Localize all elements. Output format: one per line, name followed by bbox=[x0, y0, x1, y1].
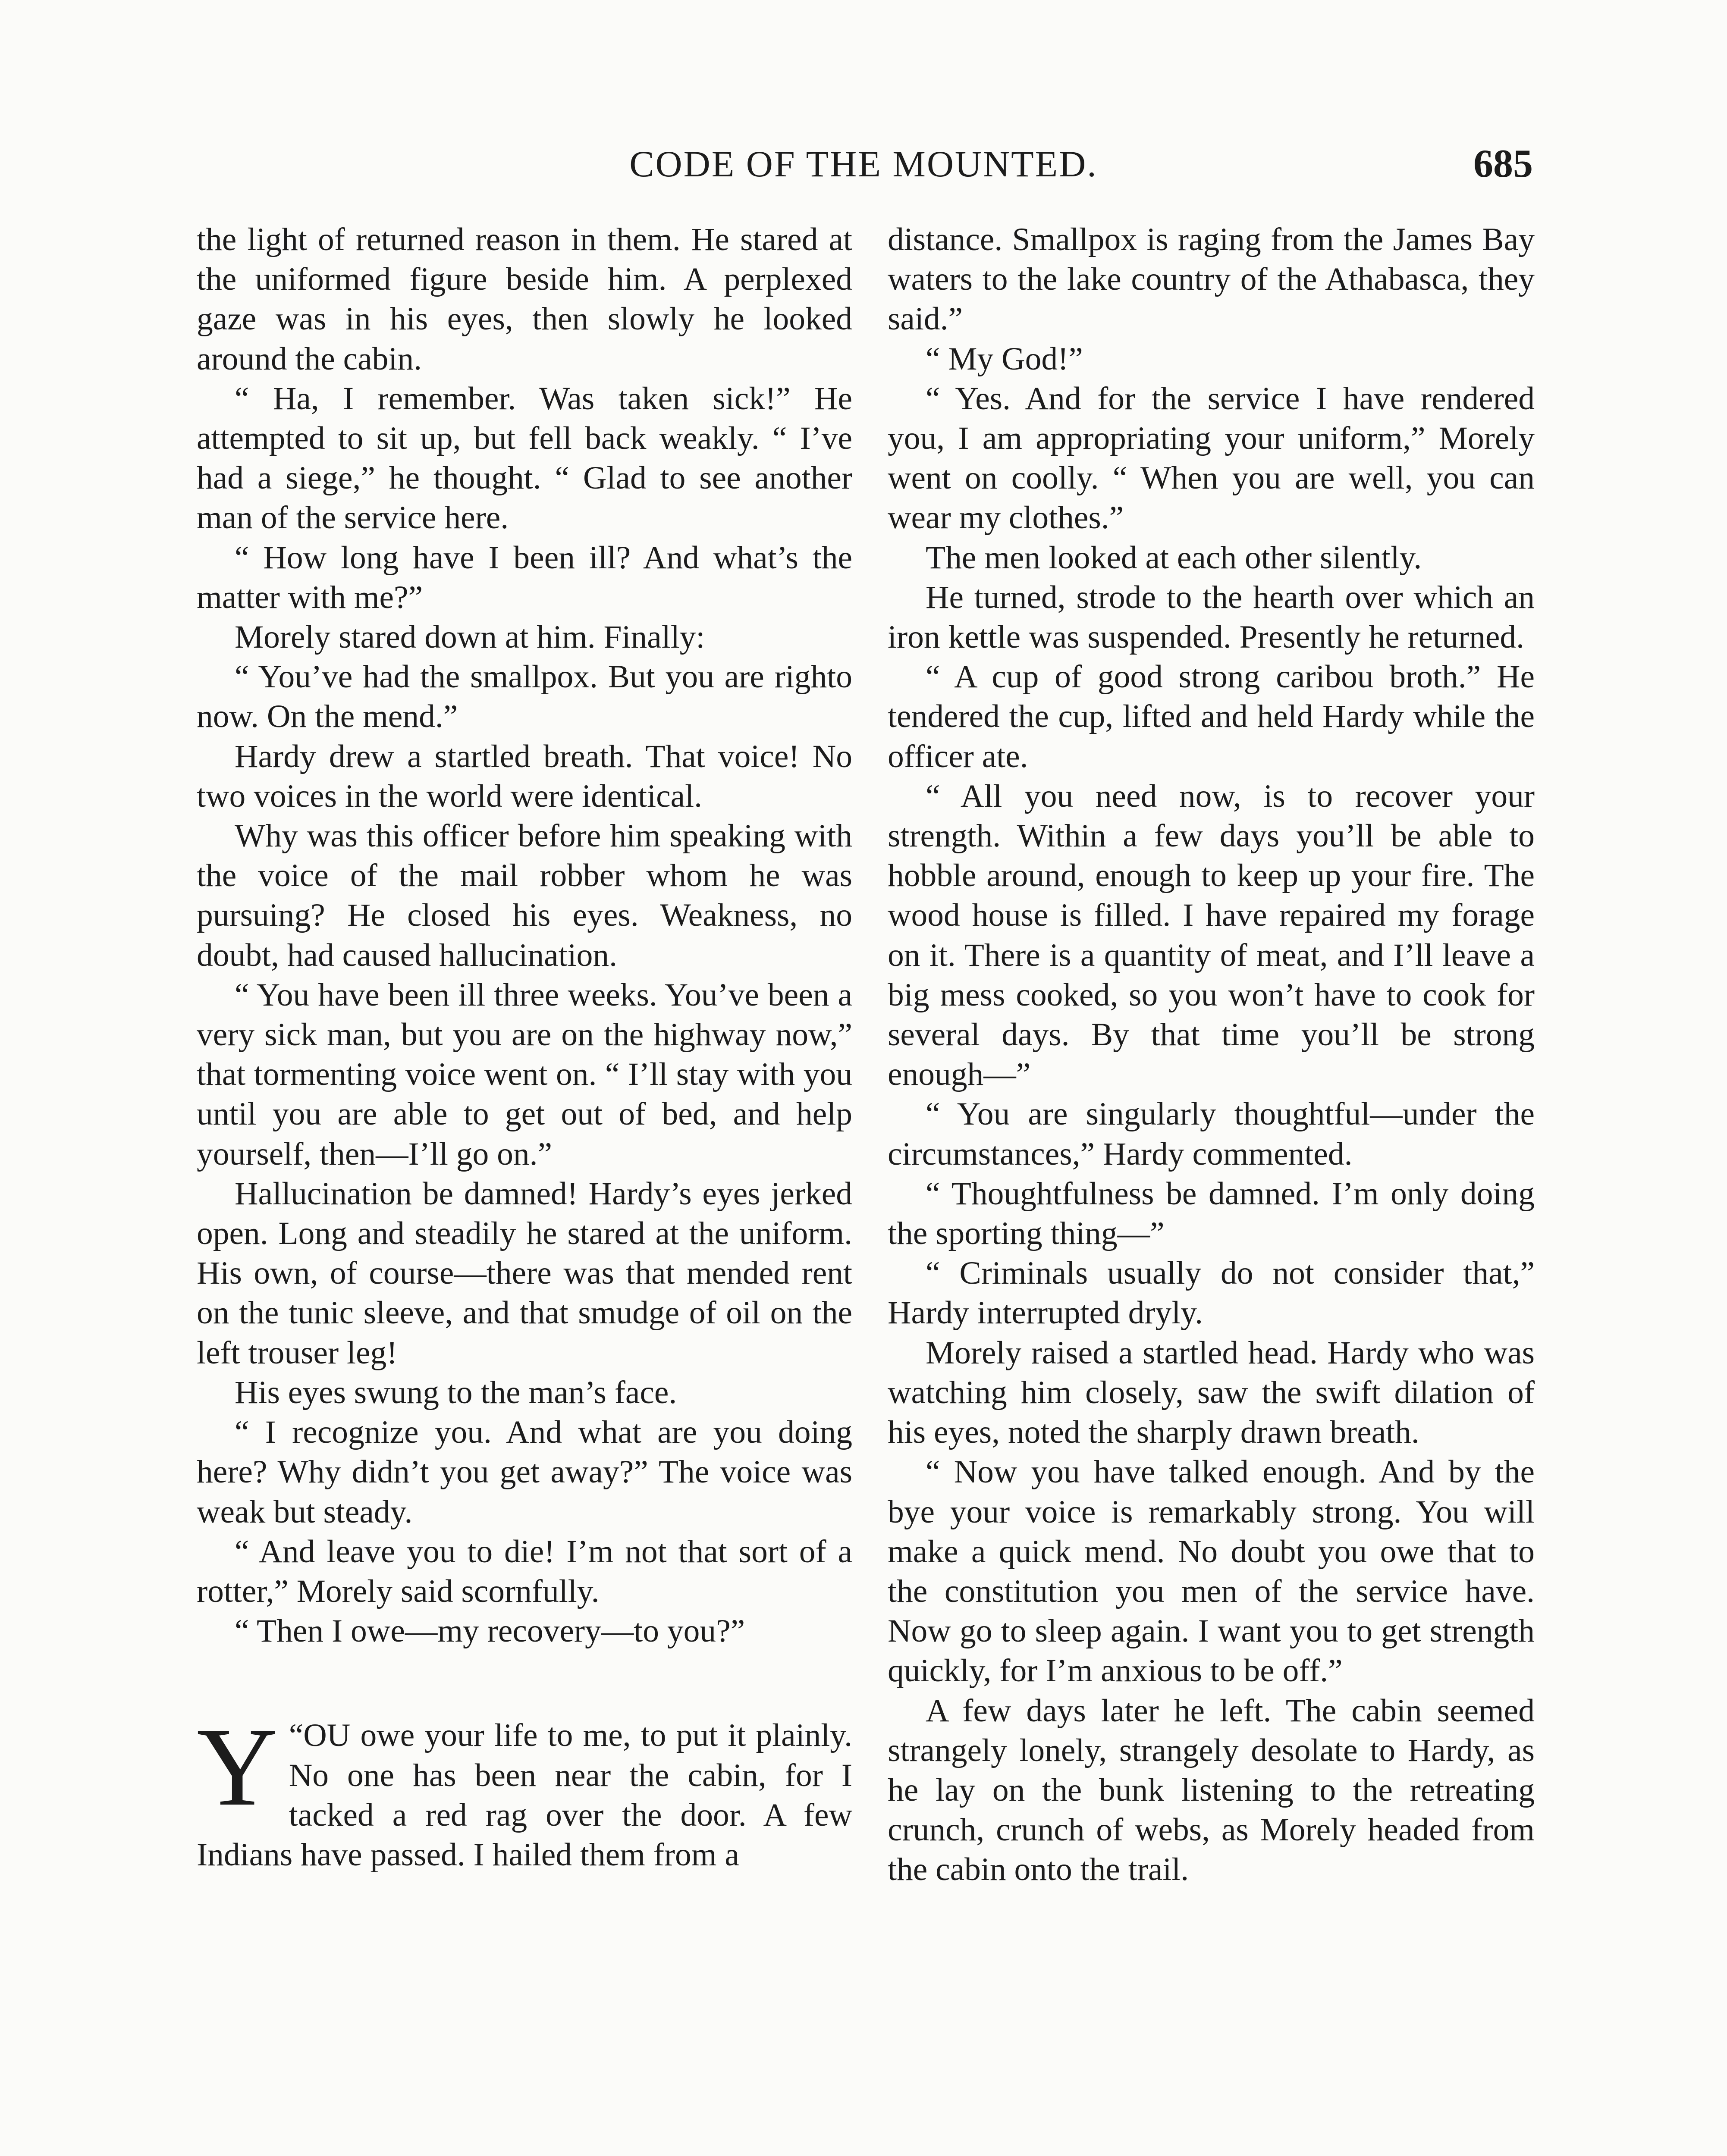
paragraph: “ I recognize you. And what are you doing here? Why didn’t you get away?” The voice was weak but steady. bbox=[197, 1414, 852, 1530]
page-header bbox=[0, 142, 1727, 203]
paragraph: Morely stared down at him. Finally: bbox=[235, 619, 705, 655]
paragraph: “ All you need now, is to recover your strength. Within a few days you’ll be able to hobble around, enough to keep up your fire. The wood house is filled. I have repaired my forage on it. There is a quantity of meat, and I’ll leave a big mess cooked, so you won’t have to cook for several days. By that time you’ll be strong enough—” bbox=[888, 778, 1535, 1093]
paragraph: Hardy drew a startled breath. That voice! No two voices in the world were identical. bbox=[197, 738, 852, 814]
paragraph: He turned, strode to the hearth over which an iron kettle was suspended. Presently he returned. bbox=[888, 579, 1535, 655]
paragraph: “ You’ve had the smallpox. But you are righto now. On the mend.” bbox=[197, 659, 852, 735]
paragraph: “ Criminals usually do not consider that,” Hardy interrupted dryly. bbox=[888, 1255, 1535, 1331]
paragraph: His eyes swung to the man’s face. bbox=[235, 1374, 677, 1410]
dropcap-paragraph bbox=[197, 1705, 852, 1875]
paragraph: “ Now you have talked enough. And by the bye your voice is remarkably strong. You will make a quick mend. No doubt you owe that to the constitution you men of the service have. Now go to sleep again. I want you to get strength quickly, for I’m anxious to be off.” bbox=[888, 1454, 1535, 1689]
paragraph: The men looked at each other silently. bbox=[926, 539, 1422, 576]
paragraph: “ Thoughtfulness be damned. I’m only doing the sporting thing—” bbox=[888, 1175, 1535, 1252]
paragraph: distance. Smallpox is raging from the James Bay waters to the lake country of the Athabasca, they said.” bbox=[888, 222, 1535, 337]
paragraph: “ And leave you to die! I’m not that sort of a rotter,” Morely said scornfully. bbox=[197, 1533, 852, 1609]
paragraph: Morely raised a startled head. Hardy who was watching him closely, saw the swift dilation of his eyes, noted the sharply drawn breath. bbox=[888, 1335, 1535, 1451]
paragraph: A few days later he left. The cabin seemed strangely lonely, strangely desolate to Hardy, as he lay on the bunk listening to the retreating crunch, crunch of webs, as Morely headed from the cabin onto the trail. bbox=[888, 1692, 1535, 1888]
paragraph: Why was this officer before him speaking with the voice of the mail robber whom he was pursuing? He closed his eyes. Weakness, no doubt, had caused hallucination. bbox=[197, 818, 852, 973]
paragraph: “ Then I owe—my recovery—to you?” bbox=[235, 1613, 745, 1649]
running-title: CODE OF THE MOUNTED. bbox=[629, 143, 1098, 185]
opening-quote: “ bbox=[289, 1717, 304, 1754]
paragraph: “ Yes. And for the service I have rendered you, I am appropriating your uniform,” Morely went on coolly. “ When you are well, you can wear my clothes.” bbox=[888, 380, 1535, 536]
section-break bbox=[197, 1651, 852, 1716]
paragraph: Hallucination be damned! Hardy’s eyes jerked open. Long and steadily he stared at the uniform. His own, of course—there was that mended rent on the tunic sleeve, and that smudge of oil on the left trouser leg! bbox=[197, 1175, 852, 1371]
right-column bbox=[888, 220, 1535, 1890]
paragraph: “ A cup of good strong caribou broth.” He tendered the cup, lifted and held Hardy while the officer ate. bbox=[888, 659, 1535, 774]
paragraph: “ Ha, I remember. Was taken sick!” He attempted to sit up, but fell back weakly. “ I’ve had a siege,” he thought. “ Glad to see another man of the service here. bbox=[197, 380, 852, 536]
drop-cap-letter: Y bbox=[197, 1705, 278, 1830]
paragraph: “ You are singularly thoughtful—under the circumstances,” Hardy commented. bbox=[888, 1096, 1535, 1172]
paragraph: “ My God!” bbox=[926, 341, 1083, 377]
dropcap-paragraph-text: OU owe your life to me, to put it plainly. No one has been near the cabin, for I tacked a red rag over the door. A few Indians have passed. I hailed them from a bbox=[197, 1717, 852, 1873]
paragraph: “ How long have I been ill? And what’s the matter with me?” bbox=[197, 539, 852, 615]
paragraph: the light of returned reason in them. He stared at the uniformed figure beside him. A perplexed gaze was in his eyes, then slowly he looked around the cabin. bbox=[197, 222, 852, 377]
left-column bbox=[197, 220, 852, 1875]
page-number: 685 bbox=[1473, 141, 1533, 185]
paragraph: “ You have been ill three weeks. You’ve been a very sick man, but you are on the highway now,” that tormenting voice went on. “ I’ll stay with you until you are able to get out of bed, and help yourself, then—I’ll go on.” bbox=[197, 977, 852, 1172]
